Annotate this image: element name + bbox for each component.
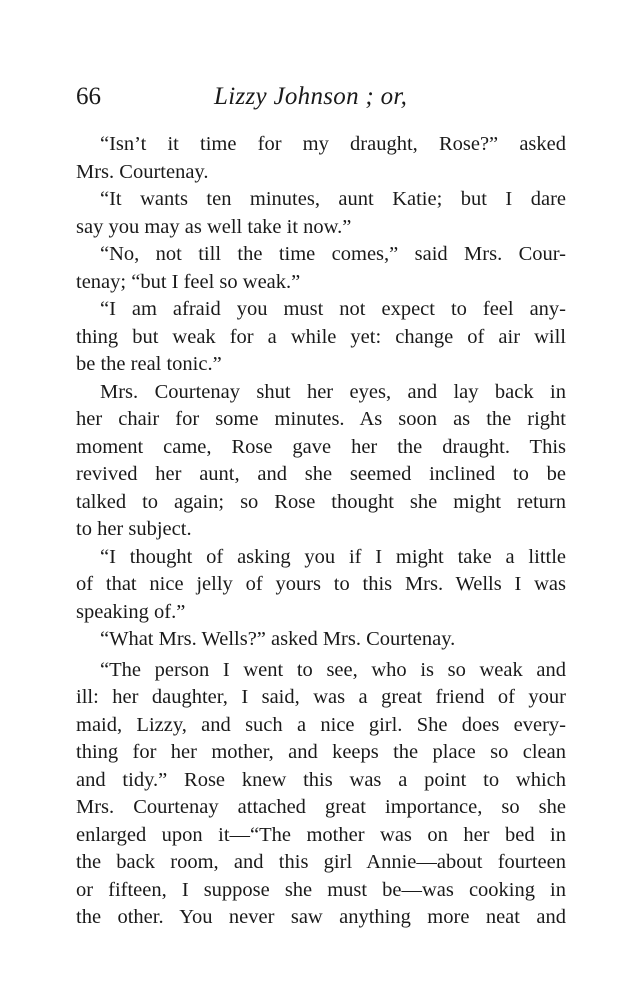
text-line: of that nice jelly of yours to this Mrs. Wells I was — [76, 573, 566, 595]
page-header — [76, 82, 546, 118]
text-line: the back room, and this girl Annie—about fourteen — [76, 851, 566, 873]
text-line: revived her aunt, and she seemed inclined to be — [76, 463, 566, 485]
text-line: say you may as well take it now.” — [76, 215, 352, 238]
text-line: the other. You never saw anything more neat and — [76, 906, 566, 928]
text-line: “What Mrs. Wells?” asked Mrs. Courtenay. — [100, 628, 456, 650]
text-line: her chair for some minutes. As soon as the right — [76, 408, 566, 430]
text-line: “I am afraid you must not expect to feel any- — [100, 298, 566, 320]
page-number: 66 — [76, 83, 101, 110]
text-line: or fifteen, I suppose she must be—was cooking in — [76, 878, 566, 901]
text-line: Mrs. Courtenay shut her eyes, and lay back in — [100, 380, 566, 403]
text-line: enlarged upon it—“The mother was on her bed in — [76, 823, 566, 846]
text-line: to her subject. — [76, 518, 192, 540]
text-line: ill: her daughter, I said, was a great friend of your — [76, 686, 566, 708]
text-line: tenay; “but I feel so weak.” — [76, 270, 301, 293]
text-line: speaking of.” — [76, 600, 186, 623]
text-line: “The person I went to see, who is so weak and — [100, 658, 566, 681]
text-line: “Isn’t it time for my draught, Rose?” asked — [100, 133, 566, 155]
text-line: “No, not till the time comes,” said Mrs. Cour- — [100, 243, 566, 265]
text-line: thing but weak for a while yet: change of air will — [76, 325, 566, 348]
text-line: moment came, Rose gave her the draught. This — [76, 435, 566, 458]
text-line: “I thought of asking you if I might take a little — [100, 545, 566, 568]
text-line: be the real tonic.” — [76, 353, 222, 375]
text-line: talked to again; so Rose thought she might return — [76, 490, 566, 513]
text-line: Mrs. Courtenay. — [76, 160, 209, 183]
text-line: “It wants ten minutes, aunt Katie; but I dare — [100, 188, 566, 210]
text-line: and tidy.” Rose knew this was a point to which — [76, 768, 566, 791]
text-line: maid, Lizzy, and such a nice girl. She does every- — [76, 713, 566, 736]
text-line: thing for her mother, and keeps the place so clean — [76, 741, 566, 763]
running-title: Lizzy Johnson ; or, — [214, 83, 408, 110]
text-line: Mrs. Courtenay attached great importance, so she — [76, 796, 566, 818]
body-text — [76, 131, 566, 932]
